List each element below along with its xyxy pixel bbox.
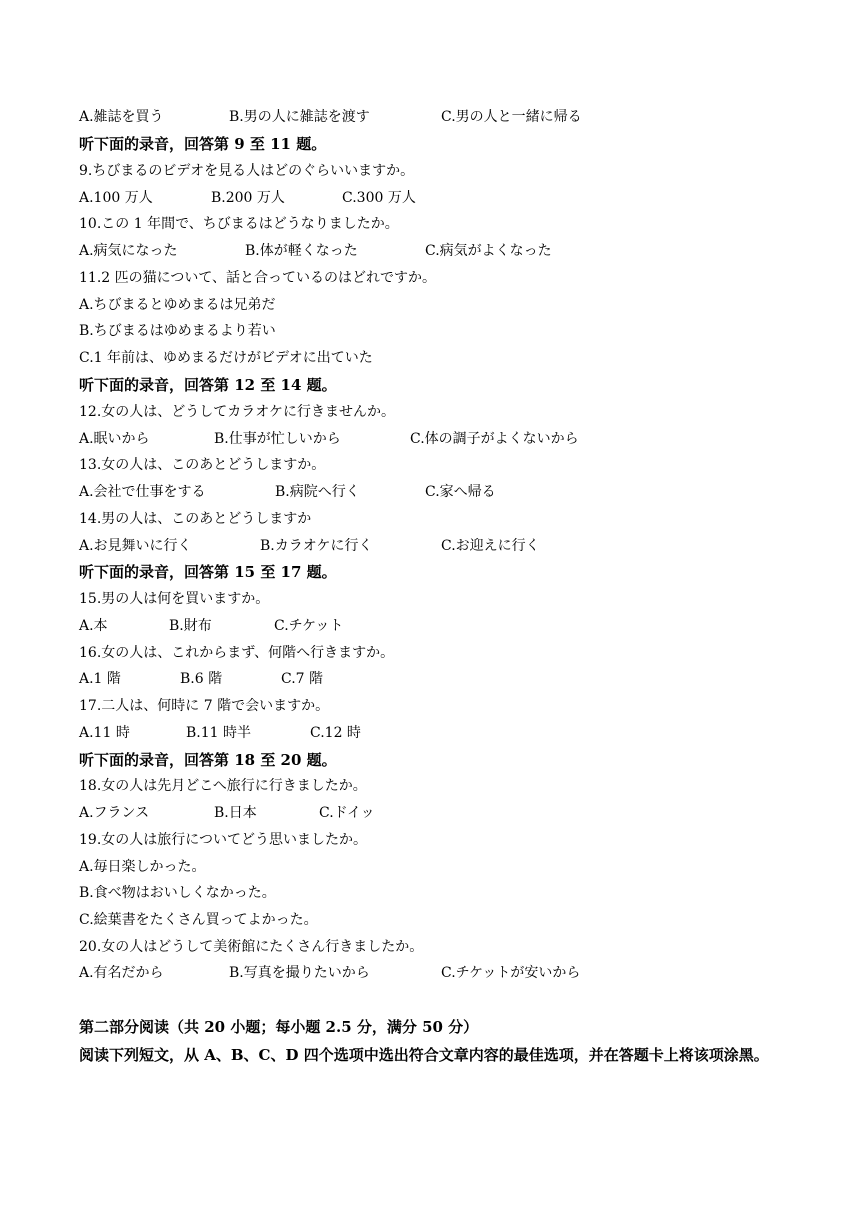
q13-options: [79, 482, 800, 502]
q14-text: 14.男の人は、このあとどうしますか: [79, 511, 312, 527]
q10-text: 10.この 1 年間で、ちびまるはどうなりましたか。: [79, 216, 399, 232]
q17-option-b: B.11 時半: [186, 725, 252, 741]
section-heading-15-17: 听下面的录音，回答第 15 至 17 题。: [79, 563, 337, 581]
q9-option-b: B.200 万人: [211, 190, 285, 206]
q9-text: 9.ちびまるのビデオを見る人はどのぐらいいますか。: [79, 163, 415, 179]
q20-options: [79, 963, 800, 983]
section-heading-18-20: 听下面的录音，回答第 18 至 20 题。: [79, 751, 337, 769]
q20-option-a: A.有名だから: [79, 965, 164, 981]
section-heading-9-11: 听下面的录音，回答第 9 至 11 题。: [79, 135, 327, 153]
part2-title: 第二部分阅读（共 20 小题；每小题 2.5 分，满分 50 分）: [79, 1018, 479, 1036]
q8-options: [79, 107, 800, 127]
q18-option-a: A.フランス: [79, 805, 150, 821]
q13-option-a: A.会社で仕事をする: [79, 484, 206, 500]
q12-option-c: C.体の調子がよくないから: [410, 431, 579, 447]
q14-option-a: A.お見舞いに行く: [79, 538, 192, 554]
q14-option-c: C.お迎えに行く: [441, 538, 540, 554]
q16-option-a: A.1 階: [79, 671, 121, 687]
q18-options: [79, 803, 800, 823]
q16-option-b: B.6 階: [180, 671, 223, 687]
q15-text: 15.男の人は何を買いますか。: [79, 591, 270, 607]
section-heading-12-14: 听下面的录音，回答第 12 至 14 题。: [79, 376, 337, 394]
q9-option-c: C.300 万人: [342, 190, 416, 206]
q13-option-b: B.病院へ行く: [275, 484, 360, 500]
q20-text: 20.女の人はどうして美術館にたくさん行きましたか。: [79, 939, 424, 955]
q16-option-c: C.7 階: [281, 671, 324, 687]
q17-option-a: A.11 時: [79, 725, 130, 741]
q17-text: 17.二人は、何時に 7 階で会いますか。: [79, 698, 330, 714]
q15-options: [79, 616, 800, 636]
part2-instruction: 阅读下列短文，从 A、B、C、D 四个选项中选出符合文章内容的最佳选项，并在答题卡上将该项涂黑。: [79, 1046, 769, 1064]
q16-text: 16.女の人は、これからまず、何階へ行きますか。: [79, 645, 395, 661]
q10-option-a: A.病気になった: [79, 243, 178, 259]
q20-option-c: C.チケットが安いから: [441, 965, 581, 981]
q12-option-b: B.仕事が忙しいから: [214, 431, 341, 447]
q12-text: 12.女の人は、どうしてカラオケに行きませんか。: [79, 404, 395, 420]
q14-option-b: B.カラオケに行く: [260, 538, 373, 554]
q8-option-a: A.雑誌を買う: [79, 109, 164, 125]
q8-option-c: C.男の人と一緒に帰る: [441, 109, 582, 125]
q10-option-c: C.病気がよくなった: [425, 243, 552, 259]
q12-options: [79, 429, 800, 449]
q9-option-a: A.100 万人: [79, 190, 153, 206]
q10-option-b: B.体が軽くなった: [245, 243, 358, 259]
q19-option-b: B.食べ物はおいしくなかった。: [79, 885, 276, 901]
q17-option-c: C.12 時: [310, 725, 361, 741]
q15-option-b: B.財布: [169, 618, 212, 634]
q19-option-c: C.絵葉書をたくさん買ってよかった。: [79, 912, 318, 928]
q19-option-a: A.毎日楽しかった。: [79, 859, 206, 875]
q19-text: 19.女の人は旅行についてどう思いましたか。: [79, 832, 367, 848]
q11-option-a: A.ちびまるとゆめまるは兄弟だ: [79, 297, 276, 313]
q18-option-b: B.日本: [214, 805, 257, 821]
q15-option-a: A.本: [79, 618, 108, 634]
q16-options: [79, 669, 800, 689]
q18-text: 18.女の人は先月どこへ旅行に行きましたか。: [79, 778, 367, 794]
q13-text: 13.女の人は、このあとどうしますか。: [79, 457, 326, 473]
q11-text: 11.2 匹の猫について、話と合っているのはどれですか。: [79, 270, 437, 286]
q14-options: [79, 536, 800, 556]
q18-option-c: C.ドイッ: [319, 805, 375, 821]
q11-option-c: C.1 年前は、ゆめまるだけがビデオに出ていた: [79, 350, 373, 366]
q17-options: [79, 723, 800, 743]
q13-option-c: C.家へ帰る: [425, 484, 496, 500]
q12-option-a: A.眠いから: [79, 431, 150, 447]
q20-option-b: B.写真を撮りたいから: [229, 965, 370, 981]
q11-option-b: B.ちびまるはゆめまるより若い: [79, 323, 276, 339]
q9-options: [79, 188, 800, 208]
q10-options: [79, 241, 800, 261]
q8-option-b: B.男の人に雑誌を渡す: [229, 109, 370, 125]
q15-option-c: C.チケット: [274, 618, 344, 634]
